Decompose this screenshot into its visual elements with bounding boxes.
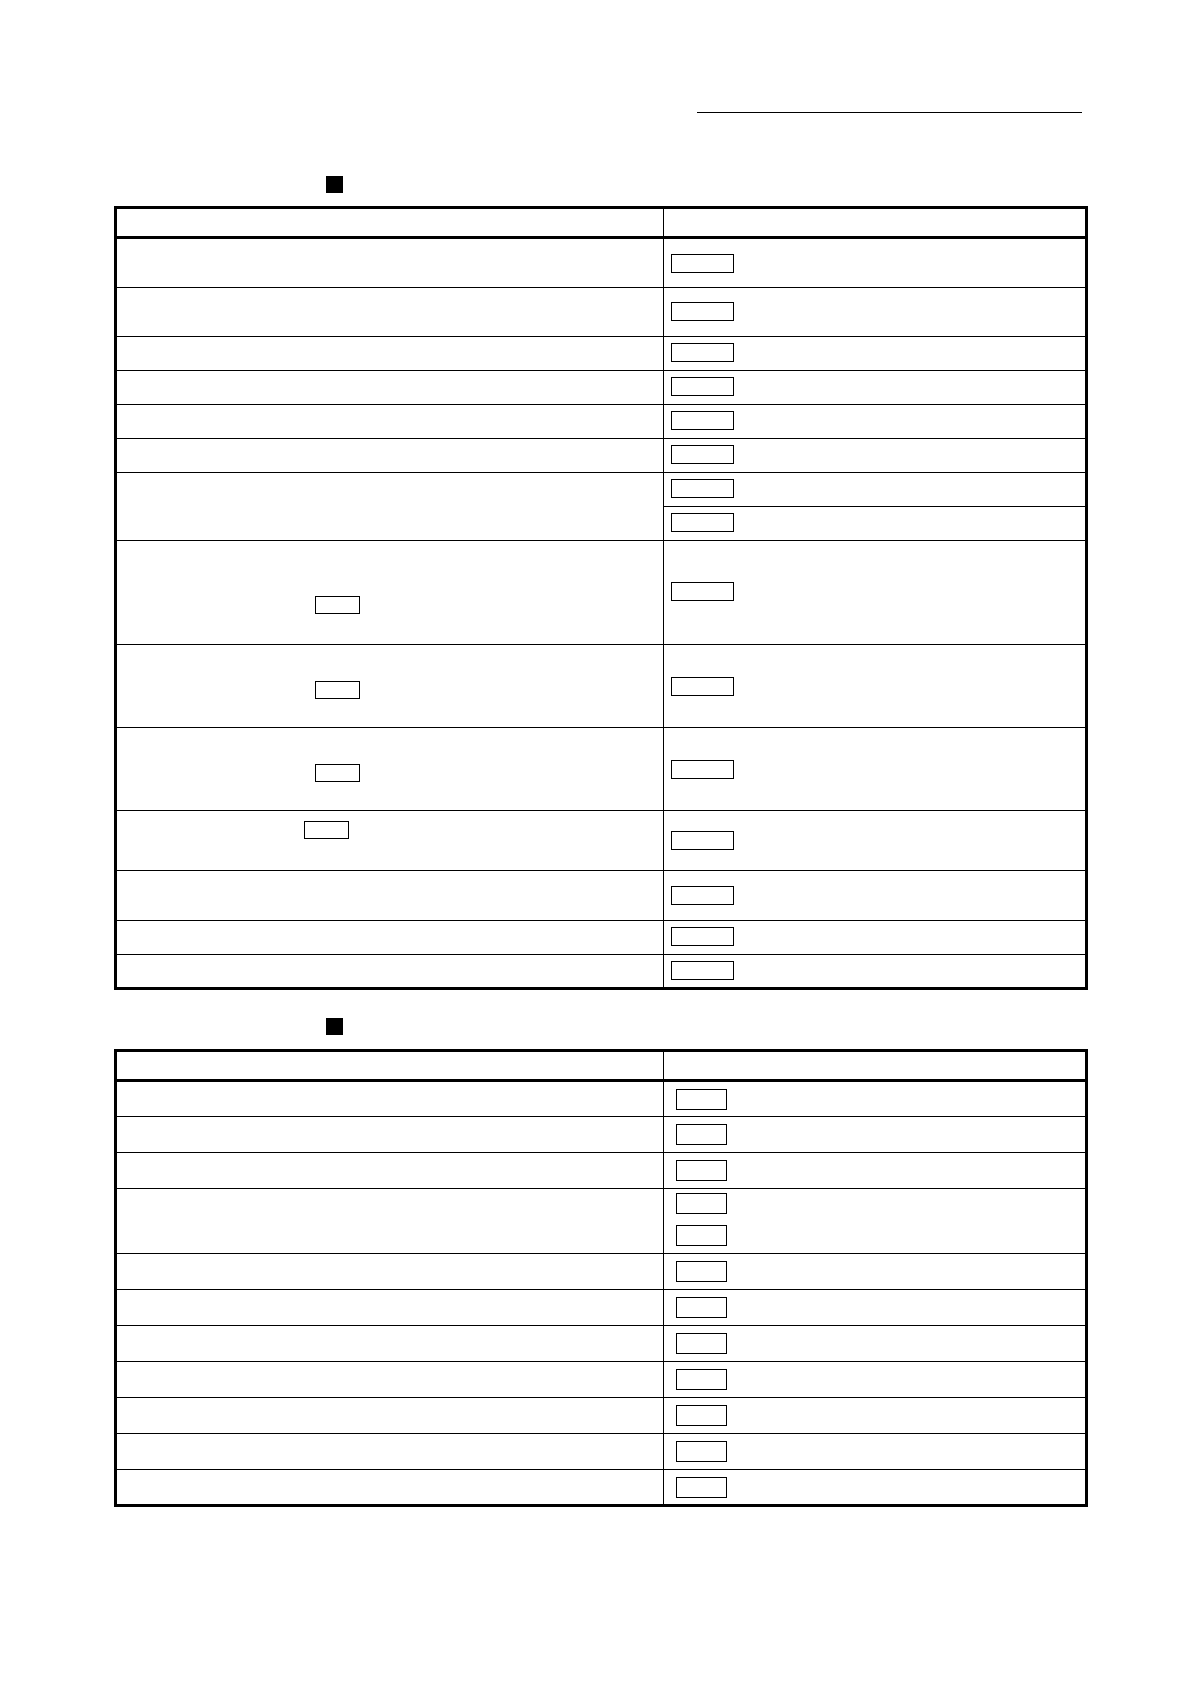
table-row [116,1117,1087,1153]
section1-table [114,206,1088,990]
row-value-cell [664,473,1087,541]
page-reference-box[interactable] [671,411,734,430]
page-reference-box[interactable] [676,1477,727,1498]
row-value-cell [664,337,1087,371]
row-value-cell [664,1117,1087,1153]
row-label [116,337,664,371]
page-reference-box[interactable] [676,1193,727,1214]
row-label-cell [116,645,664,728]
row-label [116,405,664,439]
row-value-cell [664,955,1087,989]
column-header [664,208,1087,238]
page-reference-box[interactable] [671,513,734,532]
row-value-cell [664,921,1087,955]
table-row [116,811,1087,871]
table-row [116,473,1087,541]
page-reference-box[interactable] [671,377,734,396]
page-reference-box[interactable] [676,1441,727,1462]
row-value-cell [664,238,1087,288]
row-value-cell [664,1189,1087,1254]
row-label [116,238,664,288]
row-label-cell [116,728,664,811]
table-row [116,871,1087,921]
row-value-cell [664,1254,1087,1290]
table-row [116,288,1087,337]
row-value-cell [664,871,1087,921]
table-row [116,1290,1087,1326]
page-reference-box[interactable] [671,886,734,905]
row-label [116,288,664,337]
row-value-cell [664,439,1087,473]
inline-reference-box[interactable] [315,764,360,782]
table-row [116,728,1087,811]
page-reference-box[interactable] [671,831,734,850]
row-value-cell [664,371,1087,405]
table-row [116,541,1087,645]
row-value-cell [664,1081,1087,1117]
page-reference-box[interactable] [676,1297,727,1318]
row-value-cell [664,1153,1087,1189]
section1-marker-icon [326,176,343,193]
page-reference-box[interactable] [671,760,734,779]
row-label [116,921,664,955]
column-header [116,208,664,238]
table-row [116,371,1087,405]
table-row [116,955,1087,989]
row-value-cell [664,645,1087,728]
page-reference-box[interactable] [671,343,734,362]
section2-marker-icon [326,1018,343,1035]
row-label [116,1434,664,1470]
table-row [116,1470,1087,1506]
row-value-cell [664,1434,1087,1470]
column-header [664,1051,1087,1081]
inline-reference-box[interactable] [304,821,349,839]
row-value-cell [664,1470,1087,1506]
row-value-cell [664,1290,1087,1326]
row-label [116,1290,664,1326]
table-row [116,439,1087,473]
page-reference-box[interactable] [676,1089,727,1110]
table-row [116,405,1087,439]
row-label [116,1398,664,1434]
table-header-row [116,1051,1087,1081]
row-label [116,955,664,989]
row-label-cell [116,541,664,645]
page-reference-box[interactable] [676,1261,727,1282]
row-value-cell [664,541,1087,645]
table-row [116,1153,1087,1189]
row-value-cell [664,1398,1087,1434]
row-value-cell [664,405,1087,439]
table-row [116,337,1087,371]
inline-reference-box[interactable] [315,596,360,614]
page-reference-box[interactable] [676,1369,727,1390]
row-label [116,1362,664,1398]
page-reference-box[interactable] [671,479,734,498]
page-reference-box[interactable] [676,1333,727,1354]
row-label [116,1189,664,1254]
row-label [116,1470,664,1506]
row-label [116,1081,664,1117]
inline-reference-box[interactable] [315,681,360,699]
row-label [116,1117,664,1153]
header-rule [697,112,1082,113]
table-row [116,645,1087,728]
table-header-row [116,208,1087,238]
row-label-cell [116,811,664,871]
row-label [116,871,664,921]
page-reference-box[interactable] [671,677,734,696]
page-reference-box[interactable] [671,302,734,321]
row-label [116,1254,664,1290]
row-label [116,473,664,541]
row-value-cell [664,1326,1087,1362]
table-row [116,238,1087,288]
page-reference-box[interactable] [676,1405,727,1426]
row-value-cell [664,1362,1087,1398]
page-reference-box[interactable] [676,1124,727,1145]
page-reference-box[interactable] [676,1225,727,1246]
row-value-cell [664,288,1087,337]
row-value-cell [664,811,1087,871]
page-reference-box[interactable] [671,445,734,464]
page-reference-box[interactable] [676,1160,727,1181]
section2-table [114,1049,1088,1507]
table-row [116,1398,1087,1434]
page-reference-box[interactable] [671,582,734,601]
table-row [116,1189,1087,1254]
row-label [116,371,664,405]
column-header [116,1051,664,1081]
table-row [116,1434,1087,1470]
row-label [116,1153,664,1189]
row-label [116,439,664,473]
page-reference-box[interactable] [671,961,734,980]
page-reference-box[interactable] [671,927,734,946]
table-row [116,1081,1087,1117]
table-row [116,1254,1087,1290]
page-reference-box[interactable] [671,254,734,273]
row-value-cell [664,728,1087,811]
row-label [116,1326,664,1362]
table-row [116,921,1087,955]
table-row [116,1362,1087,1398]
table-row [116,1326,1087,1362]
